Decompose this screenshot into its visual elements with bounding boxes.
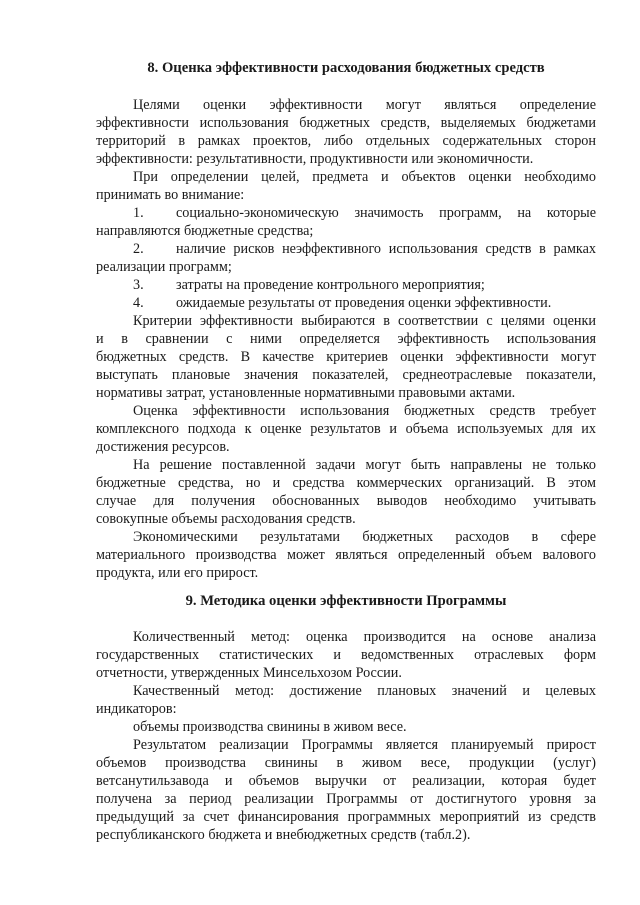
paragraph-line: получена за период реализации Программы от достигнутого уровня за	[96, 791, 596, 807]
paragraph-line: материального производства может являться определенный объем валового	[96, 547, 596, 563]
paragraph-line: выступать плановые значения показателей, среднеотраслевые показатели,	[96, 367, 596, 383]
list-item-1	[133, 204, 596, 222]
paragraph-line: нормативы затрат, установленные нормативными правовыми актами.	[96, 385, 516, 401]
list-text: наличие рисков неэффективного использования средств в рамках	[176, 241, 596, 257]
paragraph-line: совокупные объемы расходования средств.	[96, 511, 356, 527]
list-number: 1.	[133, 205, 144, 221]
paragraph-line: Оценка эффективности использования бюджетных средств требует	[133, 403, 596, 419]
paragraph-line: На решение поставленной задачи могут быть направлены не только	[133, 457, 596, 473]
list-number: 3.	[133, 277, 144, 293]
paragraph-line: комплексного подхода к оценке результатов и объема используемых для их	[96, 421, 596, 437]
list-item-4	[133, 294, 596, 312]
section-8-heading: 8. Оценка эффективности расходования бюджетных средств	[147, 60, 545, 76]
paragraph-line: Результатом реализации Программы является планируемый прирост	[133, 737, 596, 753]
list-text: ожидаемые результаты от проведения оценки эффективности.	[176, 295, 552, 311]
paragraph-line: продукта, или его прирост.	[96, 565, 259, 581]
paragraph-line: индикаторов:	[96, 701, 177, 717]
paragraph-line: реализации программ;	[96, 259, 232, 275]
list-number: 4.	[133, 295, 144, 311]
list-text: социально-экономическую значимость программ, на которые	[176, 205, 596, 221]
paragraph-line: эффективности использования бюджетных средств, выделяемых бюджетами	[96, 115, 596, 131]
list-number: 2.	[133, 241, 144, 257]
paragraph-line: Экономическими результатами бюджетных расходов в сфере	[133, 529, 596, 545]
paragraph-line: республиканского бюджета и внебюджетных средств (табл.2).	[96, 827, 471, 843]
list-item-3	[133, 276, 596, 294]
paragraph-line: эффективности: результативности, продуктивности или экономичности.	[96, 151, 534, 167]
paragraph-line: При определении целей, предмета и объектов оценки необходимо	[133, 169, 596, 185]
paragraph-line: случае для получения обоснованных выводов необходимо учитывать	[96, 493, 596, 509]
paragraph-line: государственных статистических и ведомственных отраслевых форм	[96, 647, 596, 663]
list-item-2	[133, 240, 596, 258]
paragraph-line: достижения ресурсов.	[96, 439, 230, 455]
paragraph-line: принимать во внимание:	[96, 187, 245, 203]
paragraph-line: направляются бюджетные средства;	[96, 223, 314, 239]
paragraph-line: предыдущий за счет финансирования программных мероприятий из средств	[96, 809, 596, 825]
paragraph-line: Целями оценки эффективности могут являться определение	[133, 97, 596, 113]
paragraph-line: ветсанутильзавода и объемов выручки от реализации, которая будет	[96, 773, 596, 789]
paragraph-line: объемы производства свинины в живом весе.	[133, 719, 407, 735]
list-text: затраты на проведение контрольного мероприятия;	[176, 277, 485, 293]
paragraph-line: объемов производства свинины в живом весе, продукции (услуг)	[96, 755, 596, 771]
paragraph-line: отчетности, утвержденных Минсельхозом России.	[96, 665, 402, 681]
section-9-heading: 9. Методика оценки эффективности Программы	[185, 593, 507, 609]
paragraph-line: территорий в рамках проектов, либо отдельных содержательных сторон	[96, 133, 596, 149]
paragraph-line: Критерии эффективности выбираются в соответствии с целями оценки	[133, 313, 596, 329]
paragraph-line: и в сравнении с ними определяется эффективность использования	[96, 331, 596, 347]
paragraph-line: Количественный метод: оценка производится на основе анализа	[133, 629, 596, 645]
paragraph-line: Качественный метод: достижение плановых значений и целевых	[133, 683, 596, 699]
paragraph-line: бюджетных средств. В качестве критериев оценки эффективности могут	[96, 349, 596, 365]
paragraph-line: бюджетные средства, но и средства коммерческих организаций. В этом	[96, 475, 596, 491]
